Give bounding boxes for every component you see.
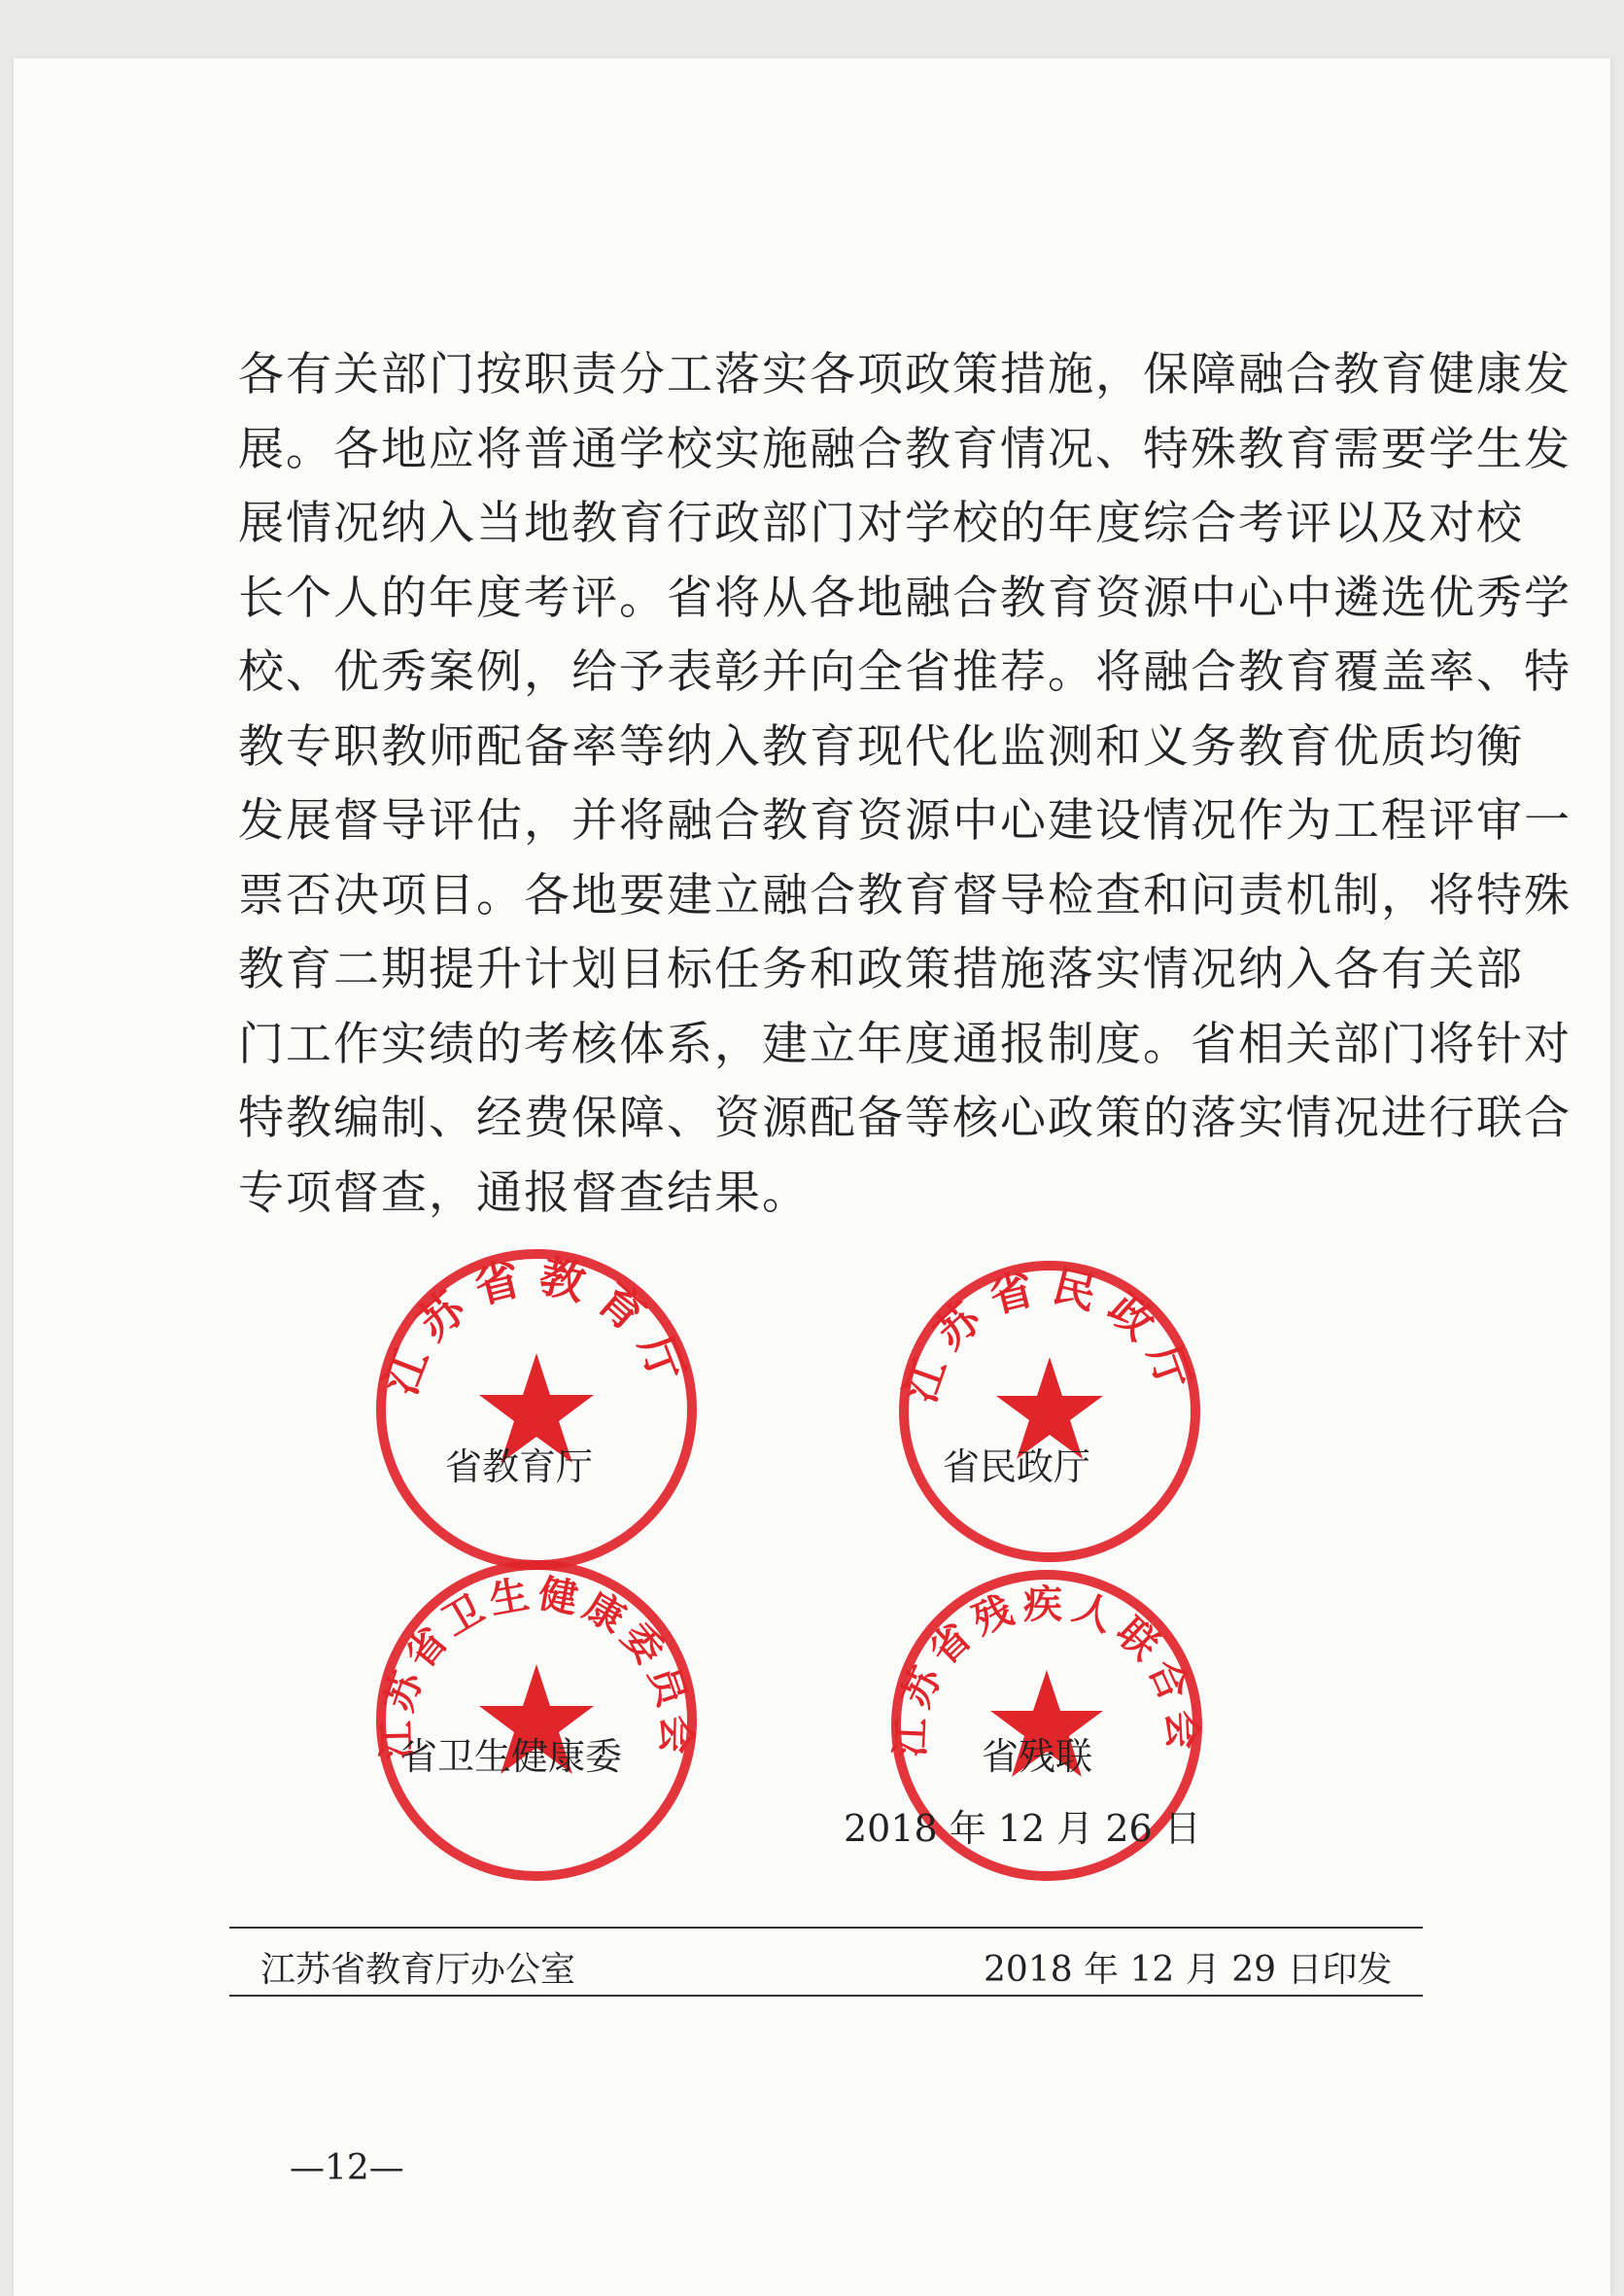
body-text: [238, 338, 1572, 1231]
signatory-disabled-persons-federation: 省残联: [982, 1735, 1093, 1778]
signatory-health-commission: 省卫生健康委: [400, 1735, 623, 1778]
seal-civil-affairs-dept: [894, 1256, 1205, 1567]
body-line: 票否决项目。各地要建立融合教育督导检查和问责机制，将特殊: [238, 868, 1572, 922]
page-number: —12—: [290, 2148, 404, 2188]
seal-text: 江苏省教育厅: [373, 1248, 700, 1402]
body-line: 教专职教师配备率等纳入教育现代化监测和义务教育优质均衡: [238, 719, 1524, 774]
footer-print-date: 2018 年 12 月 29 日印发: [984, 1950, 1393, 1990]
body-line: 门工作实绩的考核体系，建立年度通报制度。省相关部门将针对: [238, 1017, 1572, 1071]
body-line: 展。各地应将普通学校实施融合教育情况、特殊教育需要学生发: [238, 422, 1572, 476]
document-date: 2018 年 12 月 26 日: [844, 1807, 1201, 1850]
body-line: 展情况纳入当地教育行政部门对学校的年度综合考评以及对校: [238, 497, 1524, 550]
seal-stamp: [371, 1555, 702, 1886]
seal-text: 江苏省卫生健康委员会: [374, 1571, 699, 1760]
body-line: 专项督查，通报督查结果。: [238, 1165, 810, 1220]
seal-stamp: [371, 1244, 702, 1575]
body-line: 长个人的年度考评。省将从各地融合教育资源中心中遴选优秀学: [238, 571, 1572, 625]
seal-education-dept: [371, 1244, 702, 1575]
seal-text: 江苏省残疾人联合会: [888, 1582, 1205, 1758]
body-line: 特教编制、经费保障、资源配备等核心政策的落实情况进行联合: [238, 1092, 1572, 1145]
body-line: 校、优秀案例，给予表彰并向全省推荐。将融合教育覆盖率、特: [238, 645, 1572, 699]
footer-top-rule: [229, 1927, 1423, 1929]
signatory-civil-affairs-dept: 省民政厅: [943, 1445, 1091, 1488]
seal-text: 江苏省民政厅: [895, 1261, 1204, 1409]
body-line: 发展督导评估，并将融合教育资源中心建设情况作为工程评审一: [238, 794, 1572, 848]
signatory-education-dept: 省教育厅: [445, 1445, 594, 1488]
seal-stamp: [894, 1256, 1205, 1567]
seal-health-commission: [371, 1555, 702, 1886]
body-line: 教育二期提升计划目标任务和政策措施落实情况纳入各有关部: [238, 943, 1524, 996]
footer-bottom-rule: [229, 1995, 1423, 1997]
footer-issuer: 江苏省教育厅办公室: [260, 1950, 576, 1990]
body-line: 各有关部门按职责分工落实各项政策措施，保障融合教育健康发: [238, 348, 1572, 401]
